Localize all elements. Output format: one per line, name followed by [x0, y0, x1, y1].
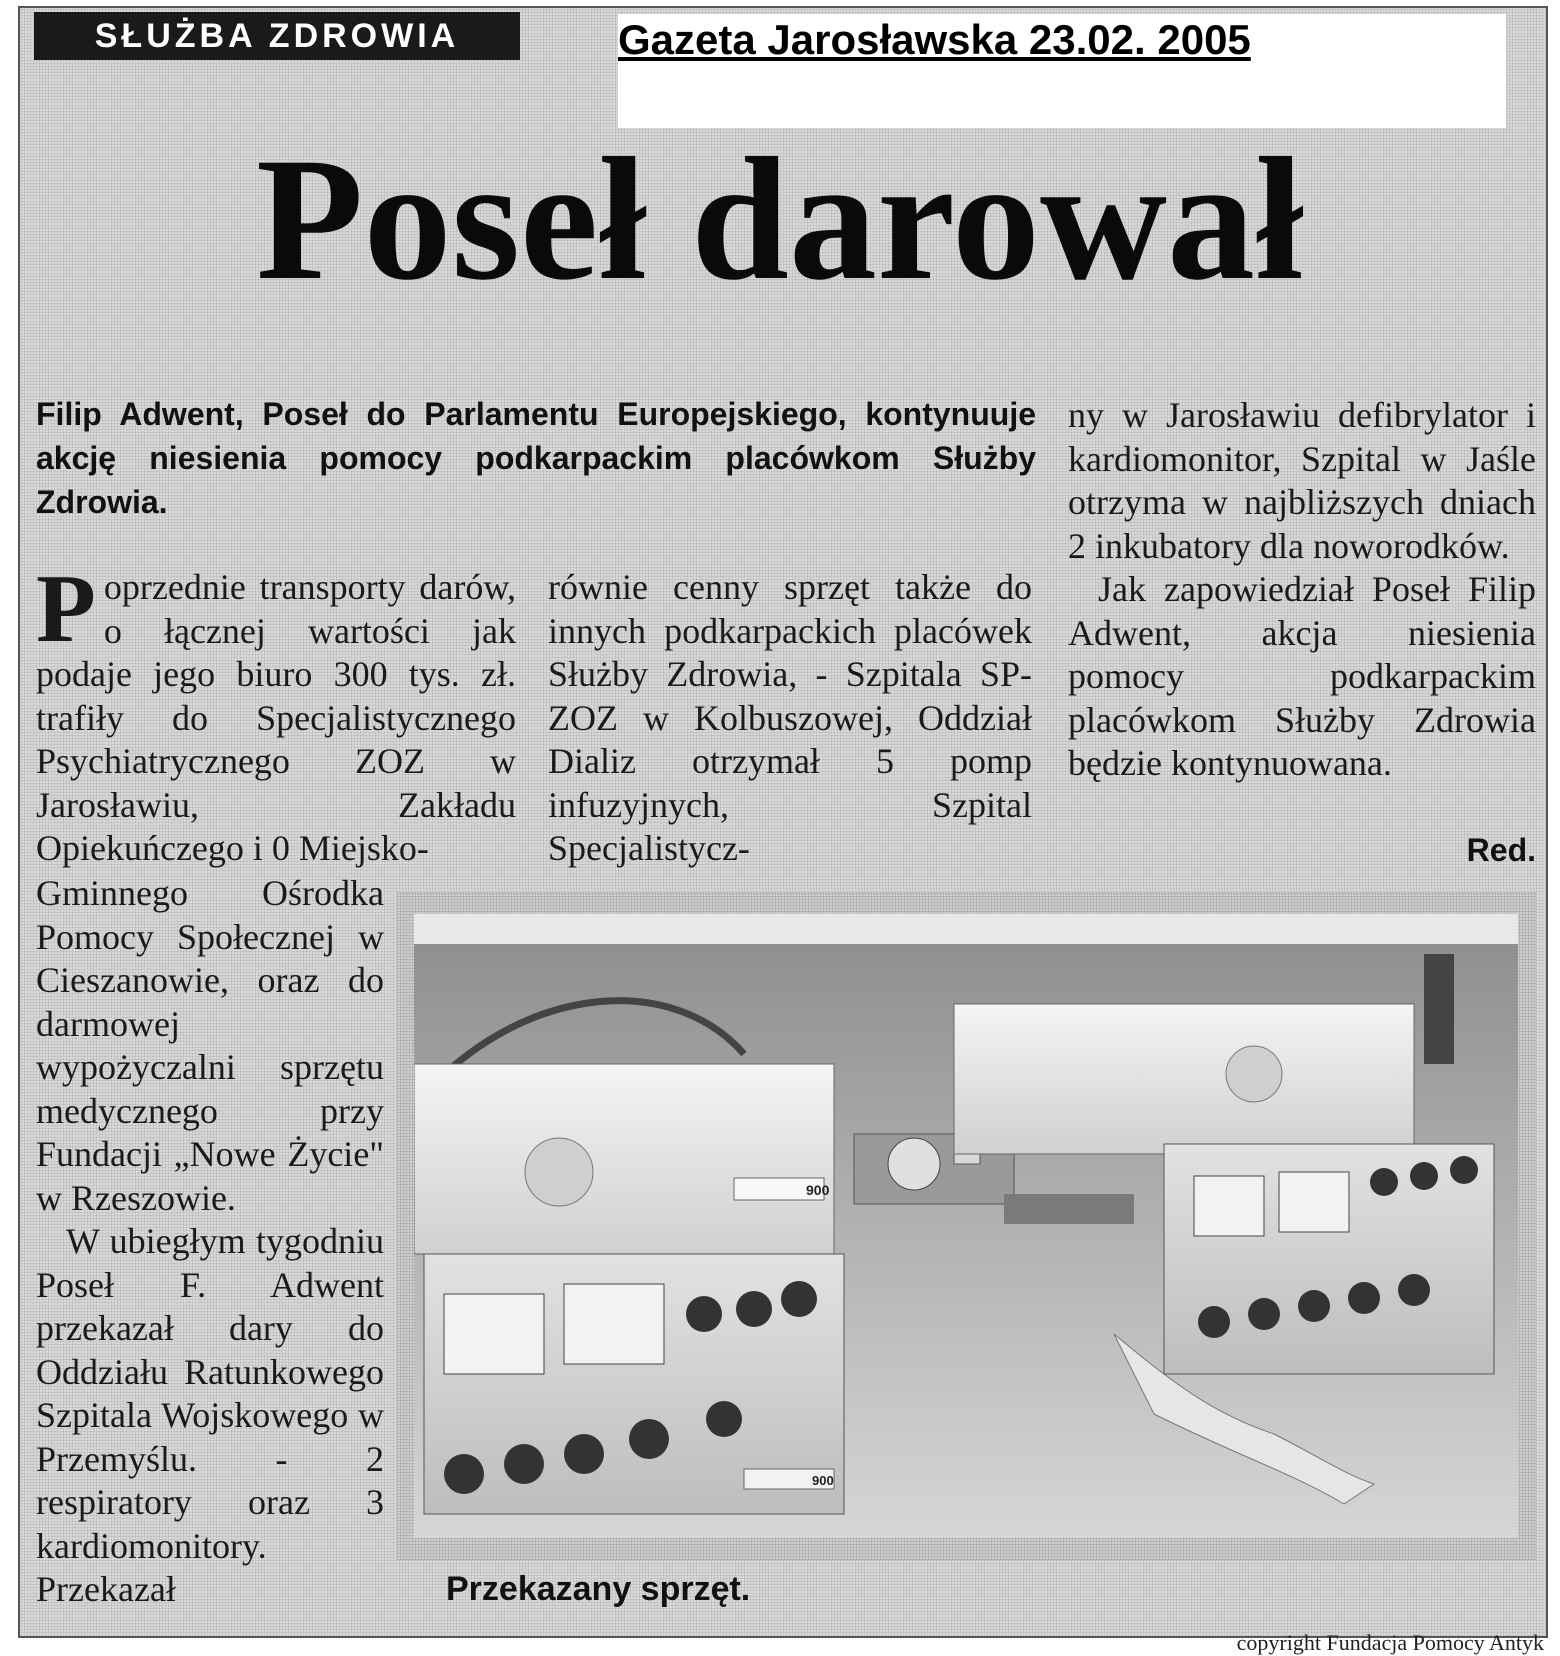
knob-4: [444, 1454, 484, 1494]
photo-top-light: [414, 914, 1518, 944]
dropcap: P: [36, 555, 96, 663]
author-signature: Red.: [1466, 832, 1536, 868]
pressure-gauge: [888, 1138, 940, 1190]
device-right-meter-1: [1194, 1176, 1264, 1236]
column-1-bottom: [36, 872, 384, 1612]
device-left-meter-2: [564, 1284, 664, 1364]
device-left-bottom-label-text: 900: [812, 1473, 834, 1488]
column-1-top: [36, 555, 516, 871]
right-bracket: [1424, 954, 1454, 1064]
column-1-paragraph-1-cont: Gminnego Ośrodka Pomocy Społecznej w Cieszanowie, oraz do darmowej wypożyczalni sprzętu medycznego przy Fundacji „Nowe Życie" w Rzeszowie.: [36, 873, 384, 1218]
photo-caption: Przekazany sprzęt.: [446, 1570, 751, 1608]
source-line: Gazeta Jarosławska 23.02. 2005: [618, 16, 1251, 63]
device-right-meter-2: [1279, 1172, 1349, 1232]
device-left-meter-1: [444, 1294, 544, 1374]
device-left-label-text: 900: [806, 1182, 830, 1198]
column-1-paragraph-1-text: oprzednie transporty darów, o łącznej wartości jak podaje jego biuro 300 tys. zł. trafiły do Specjalistycznego Psychiatrycznego ZOZ w Jarosławiu, Zakładu Opiekuńczego i 0 Miejsko-: [36, 567, 516, 868]
knob-2: [736, 1291, 772, 1327]
knob-8: [706, 1401, 742, 1437]
knob-5: [504, 1444, 544, 1484]
knob-15: [1348, 1282, 1380, 1314]
column-2: [548, 566, 1032, 871]
column-1-paragraph-1: [36, 555, 516, 871]
knob-7: [629, 1419, 669, 1459]
device-right-case: [954, 1004, 1414, 1154]
device-right-logo: [1226, 1046, 1282, 1102]
knob-13: [1248, 1298, 1280, 1330]
vent-grille: [1004, 1194, 1134, 1224]
knob-12: [1198, 1306, 1230, 1338]
copyright-notice: copyright Fundacja Pomocy Antyk: [1236, 1630, 1544, 1655]
column-3: [1068, 394, 1536, 786]
equipment-photo-illustration: [414, 914, 1518, 1538]
knob-9: [1370, 1168, 1398, 1196]
knob-10: [1410, 1162, 1438, 1190]
column-2-paragraph-1: równie cenny sprzęt także do innych podkarpackich placówek Służby Zdrowia, - Szpitala SP-ZOZ w Kolbuszowej, Oddział Dializ otrzymał 5 pomp infuzyjnych, Szpital Specjalistycz-: [548, 567, 1032, 868]
column-3-paragraph-2: Jak zapowiedział Poseł Filip Adwent, akcja niesienia pomocy podkarpackim placówkom Służby Zdrowia będzie kontynuowana.: [1068, 569, 1536, 783]
knob-11: [1450, 1156, 1478, 1184]
device-left-logo: [525, 1138, 593, 1206]
knob-1: [686, 1296, 722, 1332]
knob-6: [564, 1434, 604, 1474]
device-left-case: [414, 1064, 834, 1254]
column-1-paragraph-2: W ubiegłym tygodniu Poseł F. Adwent przekazał dary do Oddziału Ratunkowego Szpitala Wojskowego w Przemyślu. - 2 respiratory oraz 3 kardiomonitory. Przekazał: [36, 1221, 384, 1609]
section-label: SŁUŻBA ZDROWIA: [34, 12, 520, 60]
headline: Poseł darował: [256, 122, 1304, 317]
knob-14: [1298, 1290, 1330, 1322]
knob-16: [1398, 1274, 1430, 1306]
column-3-paragraph-1: ny w Jarosławiu defibrylator i kardiomonitor, Szpital w Jaśle otrzyma w najbliższych dniach 2 inkubatory dla noworodków.: [1068, 395, 1536, 566]
equipment-photo: [396, 892, 1536, 1560]
knob-3: [781, 1281, 817, 1317]
lead-paragraph: Filip Adwent, Poseł do Parlamentu Europejskiego, kontynuuje akcję niesienia pomocy podkarpackim placówkom Służby Zdrowia.: [36, 396, 1036, 520]
